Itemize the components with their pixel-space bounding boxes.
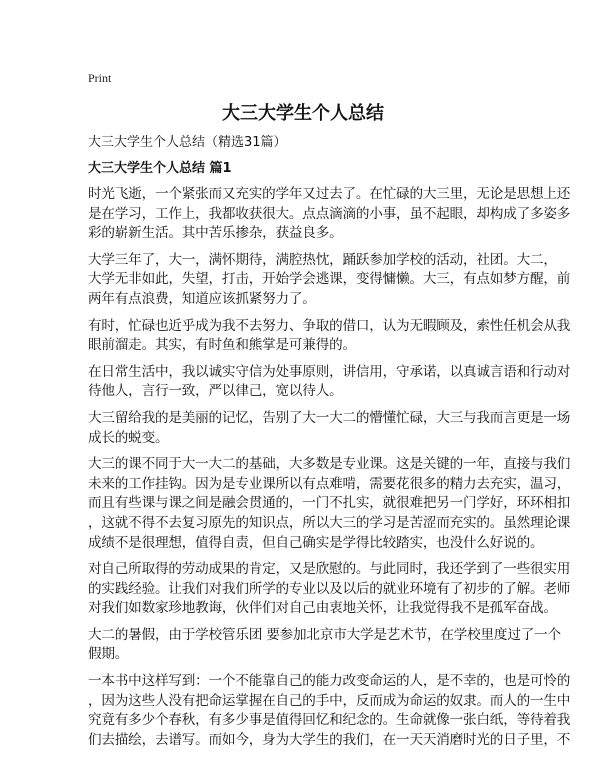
paragraph-line: 假期。 [88, 646, 129, 663]
paragraph-line: 大二的暑假，由于学校管乐团 要参加北京市大学是艺术节，在学校里度过了一个 [88, 626, 561, 643]
paragraph-line: 有时，忙碌也近乎成为我不去努力、争取的借口，认为无暇顾及，索性任机会从我 [88, 317, 571, 334]
paragraph-line: 对我们如数家珍地教诲，伙伴们对自己由衷地关怀，让我觉得我不是孤军奋战。 [88, 600, 557, 617]
paragraph-line: 大学三年了，大一，满怀期待，满腔热忱，踊跃参加学校的活动，社团。大二， [88, 251, 557, 268]
paragraph-line: 未来的工作挂钩。因为是专业课所以有点难啃，需要花很多的精力去充实，温习， [88, 475, 571, 492]
paragraph-line: 成绩不是很理想，值得自责，但自己确实是学得比较踏实，也没什么好说的。 [88, 534, 544, 551]
paragraph-line: 一本书中这样写到：一个不能靠自己的能力改变命运的人，是不幸的，也是可怜的 [88, 673, 571, 690]
paragraph-line: ，这就不得不去复习原先的知识点，所以大三的学习是苦涩而充实的。虽然理论课 [88, 514, 571, 531]
paragraph [88, 317, 571, 356]
paragraph-line: 对自己所取得的劳动成果的肯定，又是欣慰的。与此同时，我还学到了一些很实用 [88, 561, 571, 578]
paragraph [88, 363, 571, 402]
paragraph [88, 185, 571, 244]
paragraph-line: 成长的蜕变。 [88, 429, 169, 446]
paragraph-line: 大学无非如此，失望，打击，开始学会逃课，变得慵懒。大三，有点如梦方醒，前 [88, 271, 571, 288]
paragraph-line: ，因为这些人没有把命运掌握在自己的手中，反而成为命运的奴隶。而人的一生中 [88, 692, 571, 709]
paragraph [88, 251, 571, 310]
paragraph-line: 眼前溜走。其实，有时鱼和熊掌是可兼得的。 [88, 337, 356, 354]
paragraph-line: 大三的课不同于大一大二的基础，大多数是专业课。这是关键的一年，直接与我们 [88, 456, 571, 473]
paragraph [88, 560, 571, 619]
paragraph-line: 的实践经验。让我们对我们所学的专业以及以后的就业环境有了初步的了解。老师 [88, 580, 571, 597]
paragraph-line: 们去描绘，去谱写。而如今，身为大学生的我们，在一天天消磨时光的日子里，不 [88, 731, 571, 748]
document-page [88, 70, 571, 750]
document-title: 大三大学生个人总结 [222, 103, 384, 124]
paragraph-line: 两年有点浪费，知道应该抓紧努力了。 [88, 290, 316, 307]
print-label: Print [88, 71, 112, 85]
paragraph [88, 409, 571, 448]
section-heading: 大三大学生个人总结 篇1 [88, 161, 232, 176]
paragraph-line: 彩的崭新生活。其中苦乐掺杂，获益良多。 [88, 225, 343, 242]
paragraph [88, 455, 571, 553]
paragraph-line: 待他人，言行一致，严以律己，宽以待人。 [88, 383, 343, 400]
paragraph-line: 而且有些课与课之间是融会贯通的，一门不扎实，就很难把另一门学好，环环相扣 [88, 495, 571, 512]
paragraph [88, 626, 561, 665]
body-text [88, 185, 571, 750]
paragraph-line: 大三留给我的是美丽的记忆，告别了大一大二的懵懂忙碌，大三与我而言更是一场 [88, 409, 571, 426]
document-subtitle: 大三大学生个人总结（精选31篇） [88, 135, 287, 150]
paragraph-line: 时光飞逝，一个紧张而又充实的学年又过去了。在忙碌的大三里，无论是思想上还 [88, 186, 571, 202]
paragraph-line: 是在学习，工作上，我都收获很大。点点滴滴的小事，虽不起眼，却构成了多姿多 [88, 205, 571, 222]
paragraph-line: 究竟有多少个春秋，有多少事是值得回忆和纪念的。生命就像一张白纸，等待着我 [88, 712, 571, 729]
paragraph [88, 672, 571, 750]
paragraph-line: 在日常生活中，我以诚实守信为处事原则，讲信用，守承诺，以真诚言语和行动对 [88, 363, 571, 380]
